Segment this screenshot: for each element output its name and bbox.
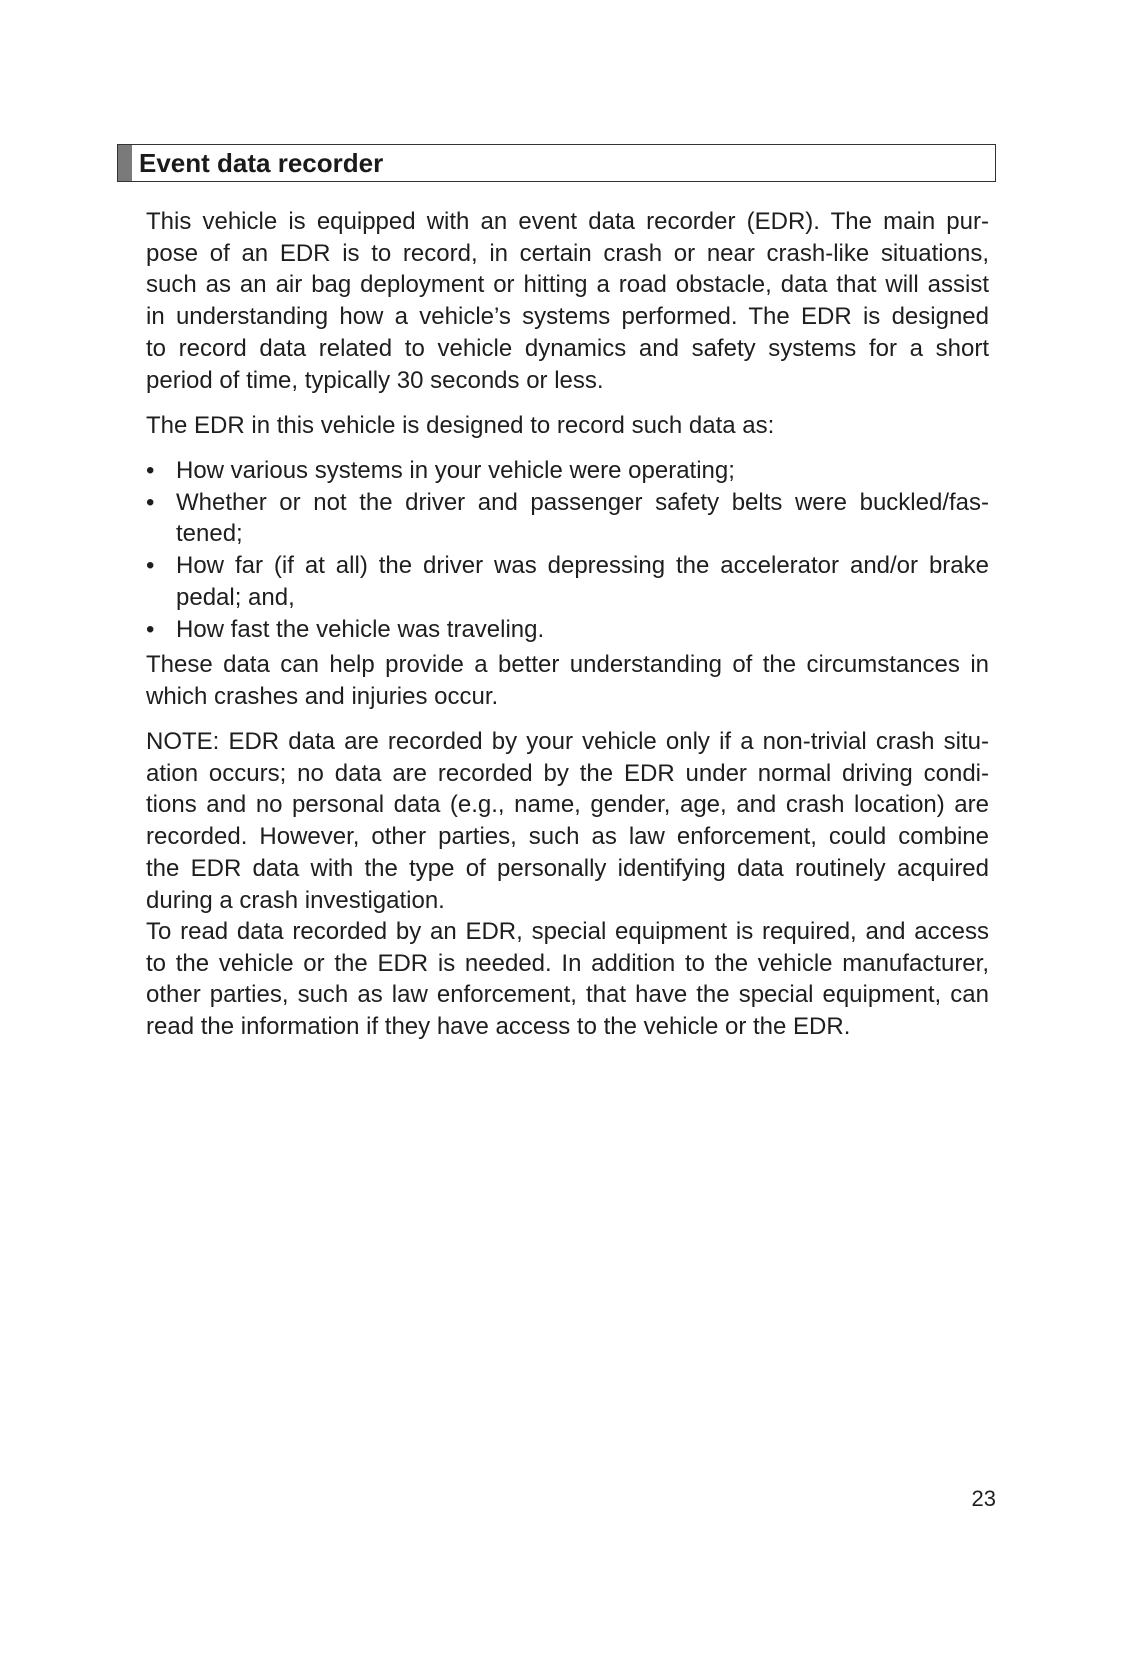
text-line: The EDR in this vehicle is designed to record such data as: <box>146 412 775 439</box>
text-line: to record data related to vehicle dynamics and safety systems for a short <box>146 334 989 362</box>
bullet-icon: • <box>146 457 155 484</box>
text-line: To read data recorded by an EDR, special equipment is required, and access <box>146 918 989 945</box>
text-line: pedal; and, <box>176 583 295 611</box>
text-line: recorded. However, other parties, such as law enforcement, could combine <box>146 823 989 851</box>
text-line: period of time, typically 30 seconds or less. <box>146 366 604 394</box>
text-line: read the information if they have access to the vehicle or the EDR. <box>146 1013 851 1041</box>
bullet-list <box>146 455 989 645</box>
text-line: tened; <box>176 520 243 548</box>
bullet-icon: • <box>146 552 155 580</box>
list-item <box>146 614 989 646</box>
list-item <box>146 487 989 550</box>
text-line: to the vehicle or the EDR is needed. In addition to the vehicle manufacturer, <box>146 949 989 977</box>
bullet-icon: • <box>146 488 155 516</box>
bullet-icon: • <box>146 615 155 643</box>
text-line: How far (if at all) the driver was depressing the accelerator and/or brake <box>176 552 989 580</box>
text-line: NOTE: EDR data are recorded by your vehicle only if a non-trivial crash situ- <box>146 728 989 755</box>
text-line: Whether or not the driver and passenger safety belts were buckled/fas- <box>176 488 989 516</box>
intro-paragraph <box>146 206 989 396</box>
text-line: How fast the vehicle was traveling. <box>176 615 545 643</box>
note-paragraph <box>146 726 989 916</box>
text-line: in understanding how a vehicle’s systems performed. The EDR is designed <box>146 303 989 331</box>
section-title: Event data recorder <box>139 148 384 178</box>
summary-paragraph <box>146 649 989 712</box>
text-line: tions and no personal data (e.g., name, gender, age, and crash location) are <box>146 791 989 819</box>
access-paragraph <box>146 916 989 1043</box>
text-line: other parties, such as law enforcement, that have the special equipment, can <box>146 981 989 1009</box>
text-line: How various systems in your vehicle were operating; <box>176 457 735 484</box>
text-line: These data can help provide a better understanding of the circumstances in <box>146 651 989 678</box>
list-item <box>146 550 989 613</box>
heading-accent-bar <box>118 145 132 181</box>
list-intro-paragraph <box>146 410 989 442</box>
page-number: 23 <box>971 1486 996 1511</box>
text-line: which crashes and injuries occur. <box>146 682 499 710</box>
section-heading <box>117 144 996 182</box>
text-line: during a crash investigation. <box>146 886 445 914</box>
list-item <box>146 455 989 487</box>
text-line: pose of an EDR is to record, in certain crash or near crash-like situations, <box>146 239 989 267</box>
text-line: such as an air bag deployment or hitting a road obstacle, data that will assist <box>146 271 989 299</box>
text-line: the EDR data with the type of personally identifying data routinely acquired <box>146 854 989 882</box>
text-line: This vehicle is equipped with an event data recorder (EDR). The main pur- <box>146 208 989 235</box>
text-line: ation occurs; no data are recorded by the EDR under normal driving condi- <box>146 759 989 787</box>
